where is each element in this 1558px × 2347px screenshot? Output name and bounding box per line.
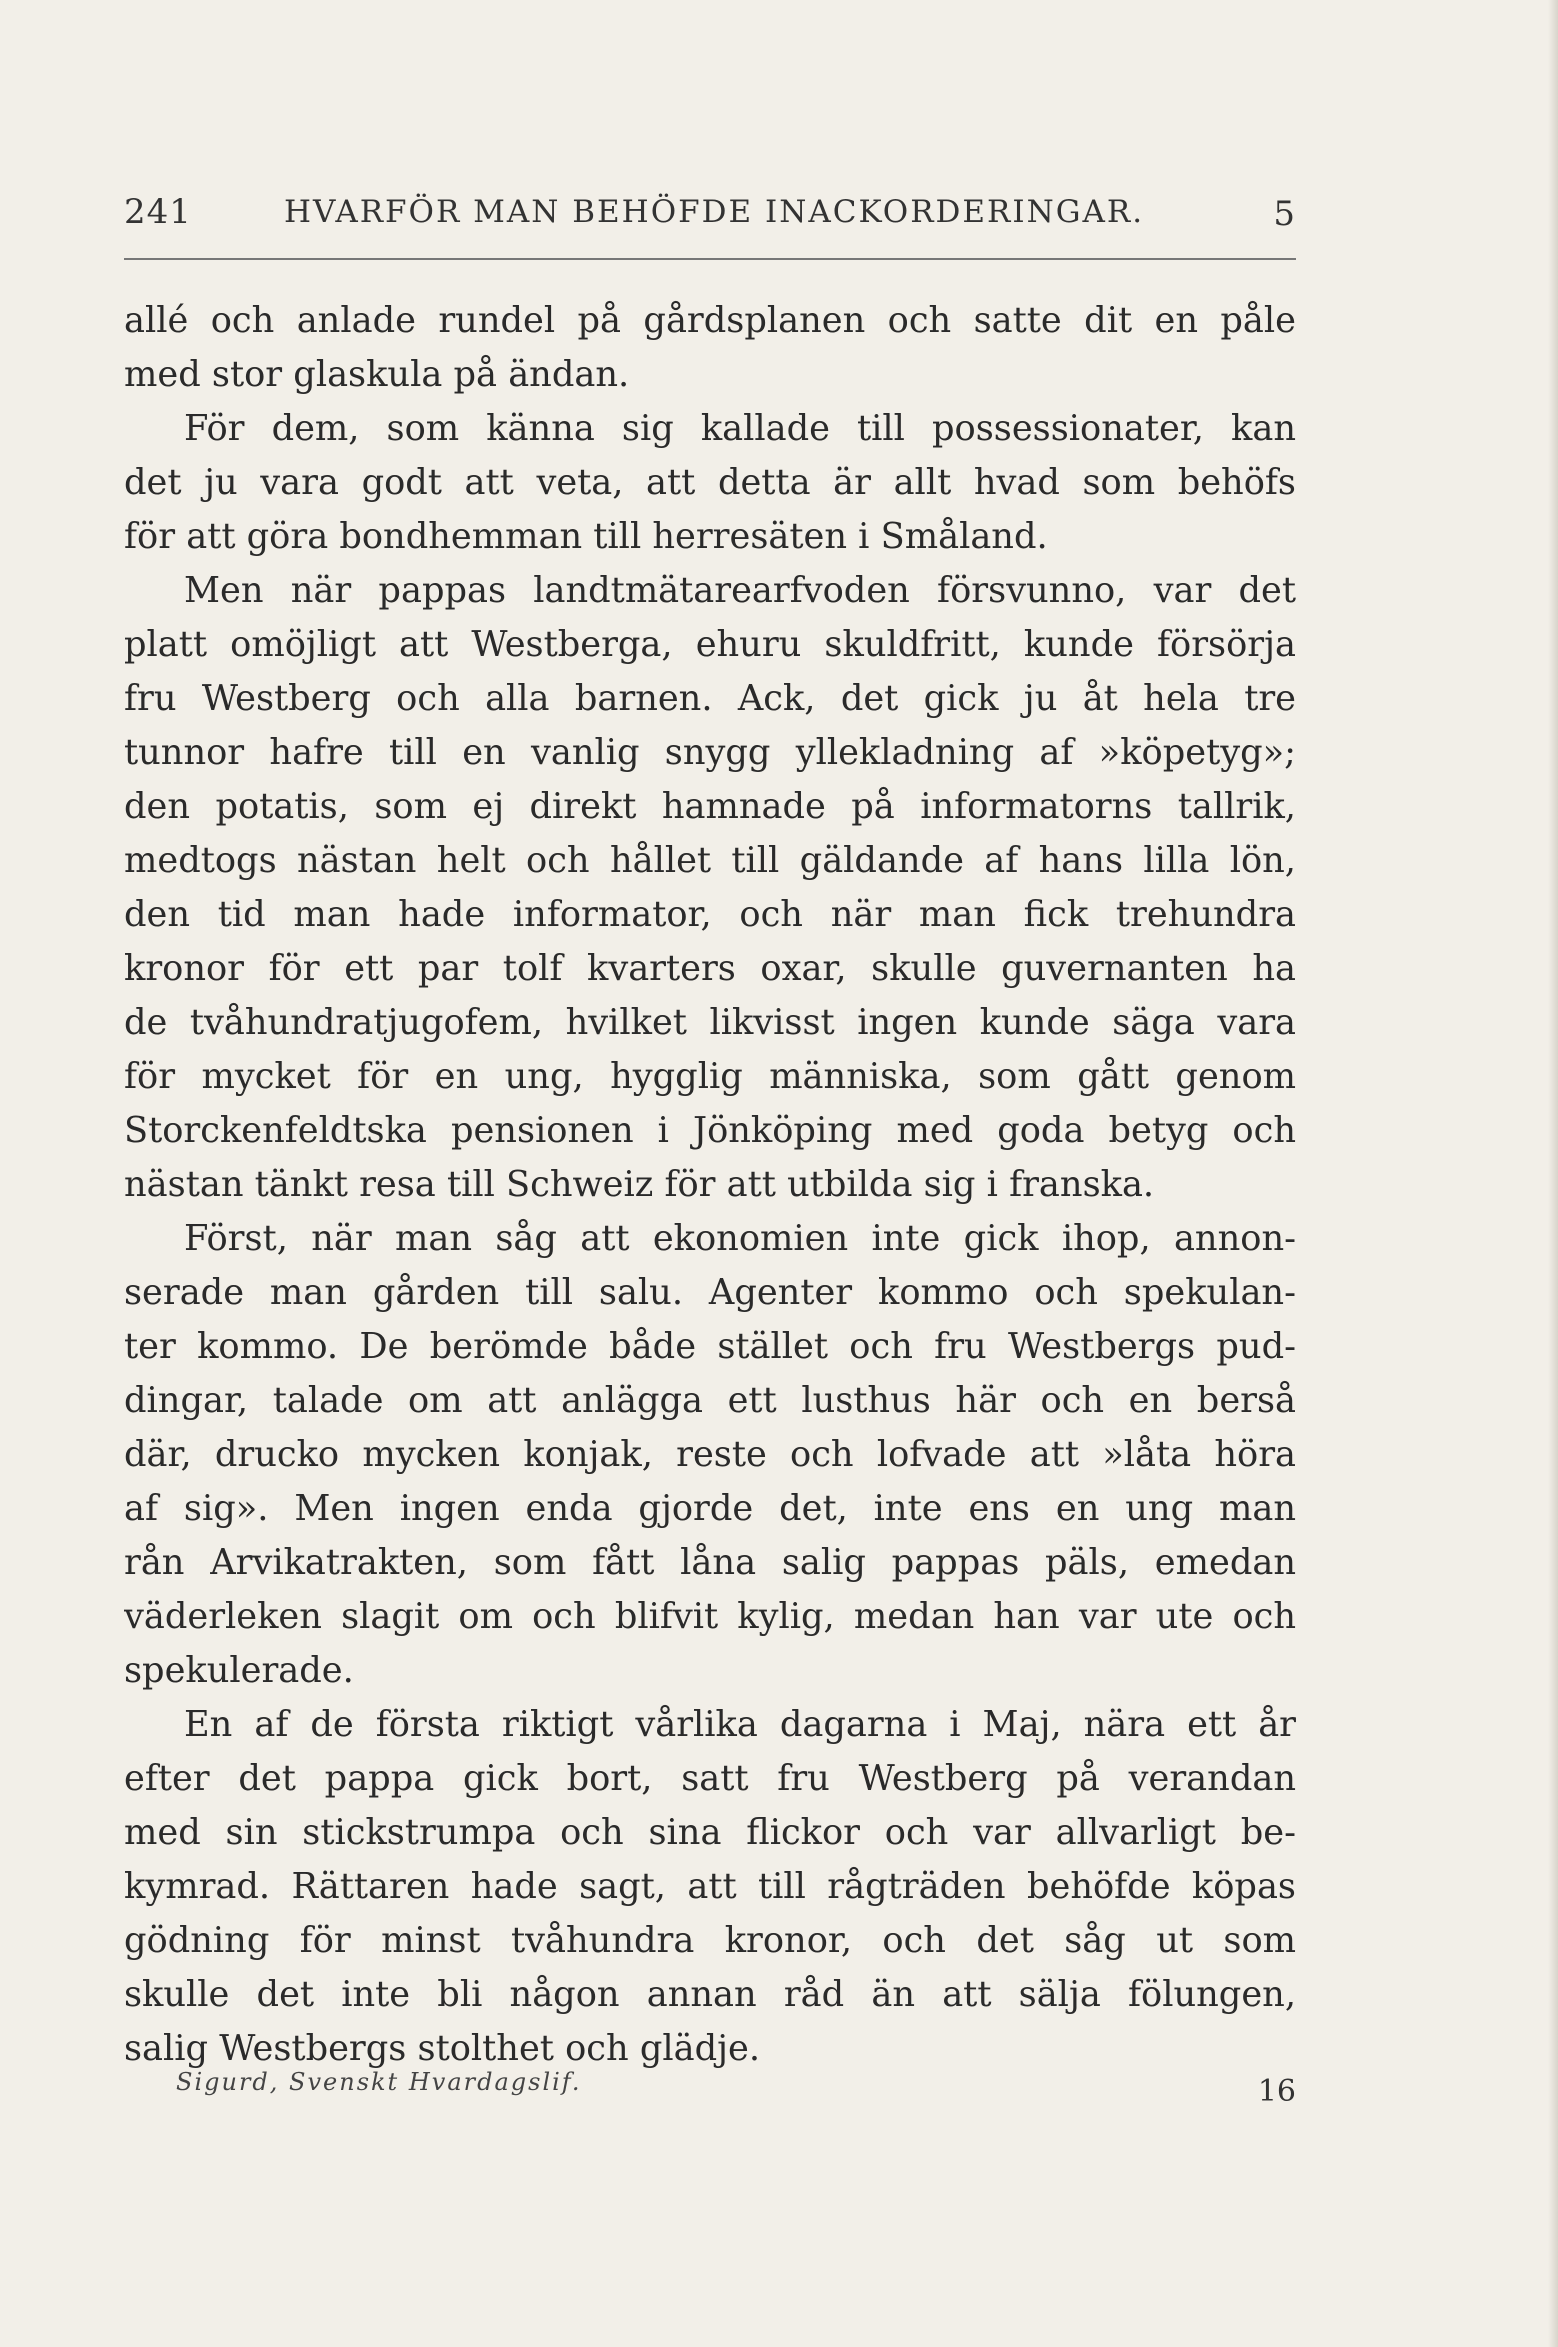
text-line: ter kommo. De berömde både stället och fru Westbergs pud- xyxy=(124,1326,1296,1367)
text-line: för mycket för en ung, hygglig människa, som gått genom xyxy=(124,1056,1296,1097)
text-line: medtogs nästan helt och hållet till gäldande af hans lilla lön, xyxy=(124,840,1296,881)
running-title: HVARFÖR MAN BEHÖFDE INACKORDERINGAR. xyxy=(284,194,1145,230)
page-footer xyxy=(124,2062,1296,2112)
text-line: det ju vara godt att veta, att detta är allt hvad som behöfs xyxy=(124,462,1296,503)
page-header xyxy=(124,192,1296,252)
text-line: väderleken slagit om och blifvit kylig, medan han var ute och xyxy=(124,1596,1296,1637)
text-line: För dem, som känna sig kallade till possessionater, kan xyxy=(184,408,1296,449)
sheet-number: 16 xyxy=(1257,2074,1296,2109)
text-line: där, drucko mycken konjak, reste och lofvade att »låta höra xyxy=(124,1434,1296,1475)
text-line: dingar, talade om att anlägga ett lusthus här och en berså xyxy=(124,1380,1296,1421)
text-line: den tid man hade informator, och när man fick trehundra xyxy=(124,894,1296,935)
text-line: salig Westbergs stolthet och glädje. xyxy=(124,2028,761,2069)
text-line: serade man gården till salu. Agenter kommo och spekulan- xyxy=(124,1272,1296,1313)
body-text xyxy=(124,294,1296,2076)
page-edge xyxy=(1548,0,1558,2347)
text-line: för att göra bondhemman till herresäten i Småland. xyxy=(124,516,1048,557)
text-line: de tvåhundratjugofem, hvilket likvisst ingen kunde säga vara xyxy=(124,1002,1296,1043)
text-line: En af de första riktigt vårlika dagarna i Maj, nära ett år xyxy=(184,1704,1296,1745)
text-line: nästan tänkt resa till Schweiz för att utbilda sig i franska. xyxy=(124,1164,1155,1205)
text-line: den potatis, som ej direkt hamnade på informatorns tallrik, xyxy=(124,786,1296,827)
text-line: Men när pappas landtmätarearfvoden försvunno, var det xyxy=(184,570,1296,611)
header-rule xyxy=(124,258,1296,260)
text-line: spekulerade. xyxy=(124,1650,354,1691)
text-line: rån Arvikatrakten, som fått låna salig pappas päls, emedan xyxy=(124,1542,1296,1583)
text-line: Först, när man såg att ekonomien inte gick ihop, annon- xyxy=(184,1218,1296,1259)
text-line: efter det pappa gick bort, satt fru Westberg på verandan xyxy=(124,1758,1296,1799)
page-number: 241 xyxy=(124,192,192,232)
text-line: Storckenfeldtska pensionen i Jönköping med goda betyg och xyxy=(124,1110,1296,1151)
chapter-page-number: 5 xyxy=(1273,194,1296,234)
text-line: platt omöjligt att Westberga, ehuru skuldfritt, kunde försörja xyxy=(124,624,1296,665)
text-line: allé och anlade rundel på gårdsplanen och satte dit en påle xyxy=(124,300,1296,341)
text-line: med sin stickstrumpa och sina flickor och var allvarligt be- xyxy=(124,1812,1296,1853)
text-line: tunnor hafre till en vanlig snygg yllekladning af »köpetyg»; xyxy=(124,732,1296,773)
text-line: gödning för minst tvåhundra kronor, och det såg ut som xyxy=(124,1920,1296,1961)
text-line: kymrad. Rättaren hade sagt, att till rågträden behöfde köpas xyxy=(124,1866,1296,1907)
text-line: kronor för ett par tolf kvarters oxar, skulle guvernanten ha xyxy=(124,948,1296,989)
text-line: med stor glaskula på ändan. xyxy=(124,354,630,395)
text-line: fru Westberg och alla barnen. Ack, det gick ju åt hela tre xyxy=(124,678,1296,719)
text-line: skulle det inte bli någon annan råd än att sälja fölungen, xyxy=(124,1974,1296,2015)
signature-mark: Sigurd, Svenskt Hvardagslif. xyxy=(176,2068,582,2096)
text-line: af sig». Men ingen enda gjorde det, inte ens en ung man xyxy=(124,1488,1296,1529)
